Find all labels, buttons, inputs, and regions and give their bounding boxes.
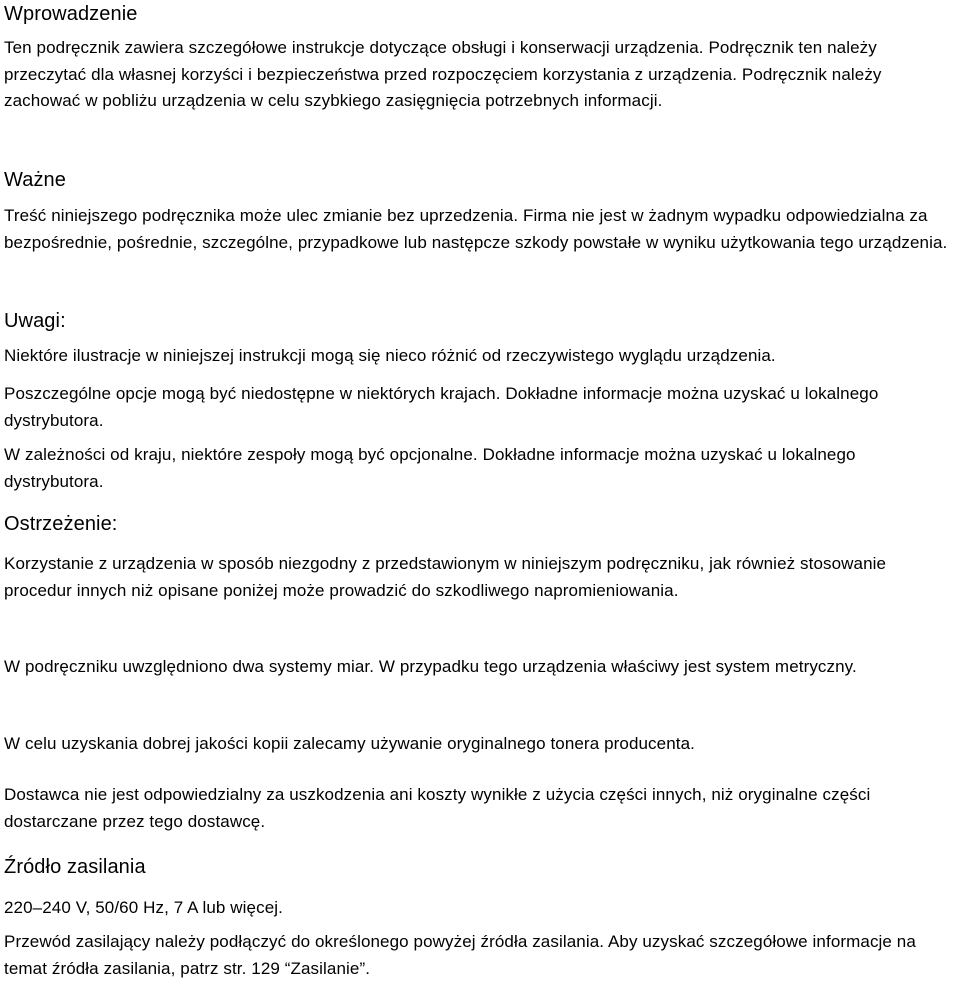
warning-paragraph: Korzystanie z urządzenia w sposób niezgodny z przedstawionym w niniejszym podręczniku, jak również stosowanie procedur innych niż opisane poniżej może prowadzić do szkodliwego napromieniowania.: [4, 554, 887, 600]
section-heading-introduction: Wprowadzenie: [4, 3, 138, 25]
notes-paragraph: Poszczególne opcje mogą być niedostępne w niektórych krajach. Dokładne informacje można uzyskać u lokalnego dystrybutora.: [4, 384, 879, 430]
section-heading-power-source: Źródło zasilania: [4, 856, 146, 878]
warning-paragraph: W celu uzyskania dobrej jakości kopii zalecamy używanie oryginalnego tonera producenta.: [4, 734, 695, 753]
notes-paragraph: Niektóre ilustracje w niniejszej instrukcji mogą się nieco różnić od rzeczywistego wyglądu urządzenia.: [4, 346, 776, 365]
power-paragraph: 220–240 V, 50/60 Hz, 7 A lub więcej.: [4, 898, 283, 917]
warning-paragraph: W podręczniku uwzględniono dwa systemy miar. W przypadku tego urządzenia właściwy jest system metryczny.: [4, 657, 857, 676]
important-text: Treść niniejszego podręcznika może ulec zmianie bez uprzedzenia. Firma nie jest w żadnym wypadku odpowiedzialna za bezpośrednie, pośrednie, szczególne, przypadkowe lub następcze szkody powstałe w wyniku użytkowania tego urządzenia.: [4, 206, 948, 252]
power-paragraph: Przewód zasilający należy podłączyć do określonego powyżej źródła zasilania. Aby uzyskać szczegółowe informacje na temat źródła zasilania, patrz str. 129 “Zasilanie”.: [4, 932, 916, 978]
section-heading-notes: Uwagi:: [4, 310, 66, 332]
introduction-text: Ten podręcznik zawiera szczegółowe instrukcje dotyczące obsługi i konserwacji urządzenia. Podręcznik ten należy przeczytać dla własnej korzyści i bezpieczeństwa przed rozpoczęciem korzystania z urządzenia. Podręcznik należy zachować w pobliżu urządzenia w celu szybkiego zasięgnięcia potrzebnych informacji.: [4, 38, 882, 110]
section-heading-important: Ważne: [4, 169, 67, 191]
section-heading-warning: Ostrzeżenie:: [4, 513, 118, 535]
warning-paragraph: Dostawca nie jest odpowiedzialny za uszkodzenia ani koszty wynikłe z użycia części innych, niż oryginalne części dostarczane przez tego dostawcę.: [4, 785, 871, 831]
notes-paragraph: W zależności od kraju, niektóre zespoły mogą być opcjonalne. Dokładne informacje można uzyskać u lokalnego dystrybutora.: [4, 445, 856, 491]
